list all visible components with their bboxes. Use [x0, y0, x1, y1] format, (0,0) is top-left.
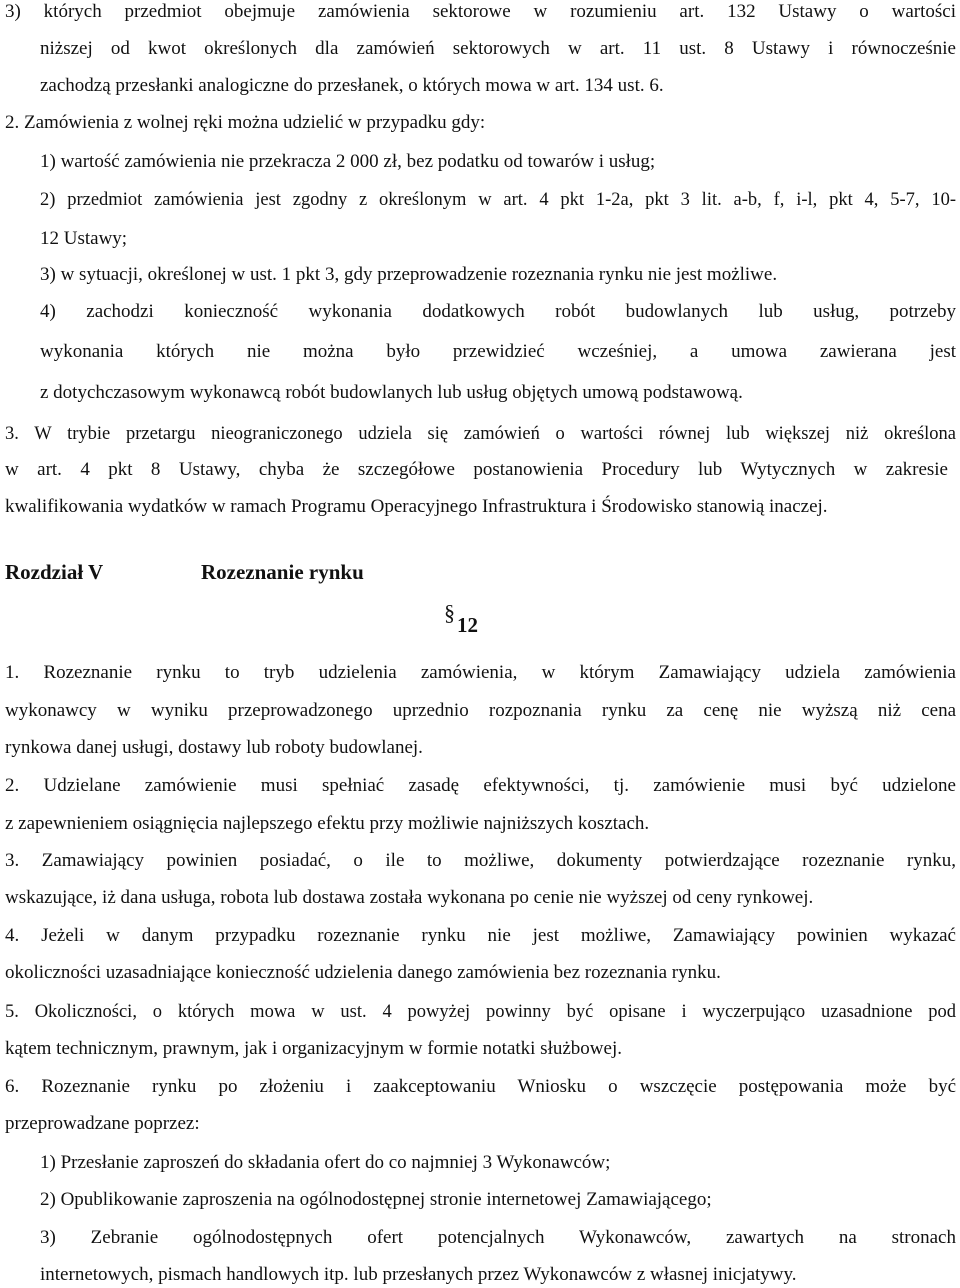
paragraph-line: 2. Udzielane zamówienie musi spełniać zasadę efektywności, tj. zamówienie musi być udzielone — [5, 775, 956, 796]
paragraph-line: wskazujące, iż dana usługa, robota lub dostawa została wykonana po cenie nie wyższej od ceny rynkowej. — [5, 887, 814, 908]
section-heading — [444, 600, 478, 638]
list-item: 1) wartość zamówienia nie przekracza 2 000 zł, bez podatku od towarów i usług; — [40, 151, 656, 172]
paragraph-line: internetowych, pismach handlowych itp. lub przesłanych przez Wykonawców z własnej inicjatywy. — [40, 1264, 797, 1285]
chapter-number: Rozdział V — [5, 560, 104, 584]
paragraph-line: wykonania których nie można było przewidzieć wcześniej, a umowa zawierana jest — [40, 341, 956, 362]
list-item: 1) Przesłanie zaproszeń do składania ofert do co najmniej 3 Wykonawców; — [40, 1152, 611, 1173]
paragraph-line: wykonawcy w wyniku przeprowadzonego uprzednio rozpoznania rynku za cenę nie wyższą niż cena — [5, 700, 956, 721]
list-item: 2) przedmiot zamówienia jest zgodny z określonym w art. 4 pkt 1-2a, pkt 3 lit. a-b, f, i-l, pkt 4, 5-7, 10- — [40, 190, 956, 210]
paragraph-line: niższej od kwot określonych dla zamówień sektorowych w art. 11 ust. 8 Ustawy i równocześnie — [40, 38, 956, 59]
section-sign: § — [444, 600, 455, 625]
paragraph-line: rynkowa danej usługi, dostawy lub roboty budowlanej. — [5, 737, 423, 758]
list-item: 3) w sytuacji, określonej w ust. 1 pkt 3, gdy przeprowadzenie rozeznania rynku nie jest możliwe. — [40, 264, 778, 285]
list-item: 4) zachodzi konieczność wykonania dodatkowych robót budowlanych lub usług, potrzeby — [40, 301, 956, 322]
paragraph-line: 4. Jeżeli w danym przypadku rozeznanie rynku nie jest możliwe, Zamawiający powinien wykazać — [5, 925, 956, 946]
paragraph-line: 12 Ustawy; — [40, 228, 128, 249]
paragraph-line: kątem technicznym, prawnym, jak i organizacyjnym w formie notatki służbowej. — [5, 1038, 622, 1059]
paragraph-line: 3. W trybie przetargu nieograniczonego udziela się zamówień o wartości równej lub większej niż określona — [5, 424, 956, 444]
paragraph-line: 2. Zamówienia z wolnej ręki można udzielić w przypadku gdy: — [5, 112, 486, 133]
paragraph-line: z zapewnieniem osiągnięcia najlepszego efektu przy możliwie najniższych kosztach. — [5, 813, 650, 834]
list-item: 3) Zebranie ogólnodostępnych ofert potencjalnych Wykonawców, zawartych na stronach — [40, 1227, 956, 1248]
paragraph-line: z dotychczasowym wykonawcą robót budowlanych lub usług objętych umową podstawową. — [40, 382, 743, 403]
section-number: 12 — [457, 613, 478, 637]
chapter-title: Rozeznanie rynku — [201, 560, 364, 584]
list-item: 2) Opublikowanie zaproszenia na ogólnodostępnej stronie internetowej Zamawiającego; — [40, 1189, 712, 1210]
paragraph-line: 6. Rozeznanie rynku po złożeniu i zaakceptowaniu Wniosku o wszczęcie postępowania może być — [5, 1076, 956, 1097]
paragraph-line: 3. Zamawiający powinien posiadać, o ile to możliwe, dokumenty potwierdzające rozeznanie rynku, — [5, 850, 956, 871]
paragraph-line: w art. 4 pkt 8 Ustawy, chyba że szczegółowe postanowienia Procedury lub Wytycznych w zakresie — [5, 459, 948, 480]
paragraph-line: 5. Okoliczności, o których mowa w ust. 4 powyżej powinny być opisane i wyczerpująco uzasadnione pod — [5, 1002, 956, 1022]
paragraph-line: 3) których przedmiot obejmuje zamówienia sektorowe w rozumieniu art. 132 Ustawy o wartości — [5, 1, 956, 22]
paragraph-line: zachodzą przesłanki analogiczne do przesłanek, o których mowa w art. 134 ust. 6. — [40, 75, 664, 96]
paragraph-line: przeprowadzane poprzez: — [5, 1113, 200, 1134]
paragraph-line: okoliczności uzasadniające konieczność udzielenia danego zamówienia bez rozeznania rynku. — [5, 962, 721, 983]
paragraph-line: kwalifikowania wydatków w ramach Programu Operacyjnego Infrastruktura i Środowisko stanowią inaczej. — [5, 496, 828, 517]
paragraph-line: 1. Rozeznanie rynku to tryb udzielenia zamówienia, w którym Zamawiający udziela zamówienia — [5, 662, 956, 683]
